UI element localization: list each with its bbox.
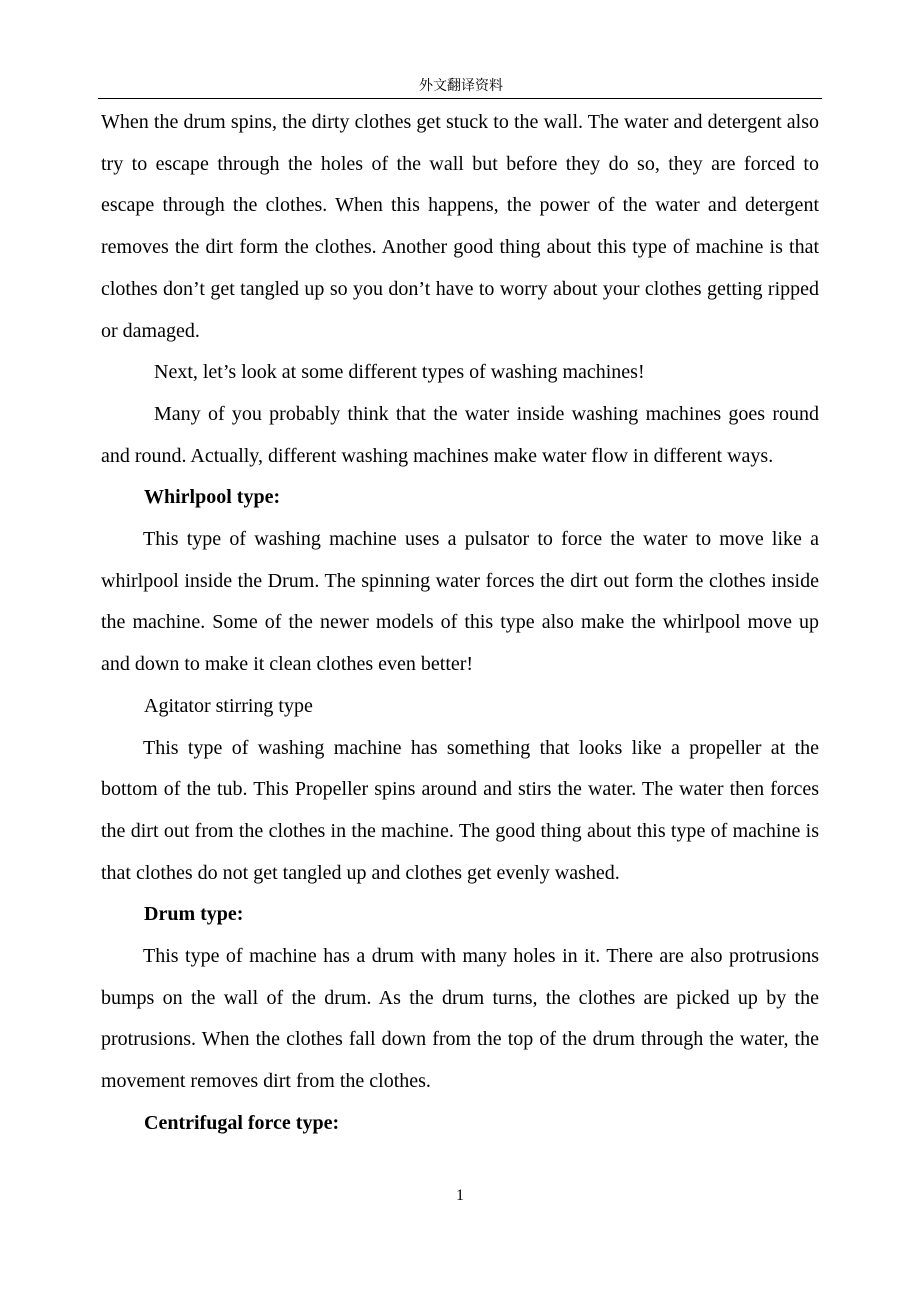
document-body <box>101 102 819 1145</box>
heading-agitator-type: Agitator stirring type <box>144 694 313 717</box>
header-rule <box>98 98 822 99</box>
heading-drum-type: Drum type: <box>144 903 244 926</box>
paragraph-drum: This type of machine has a drum with many holes in it. There are also protrusions bumps on the wall of the drum. As the drum turns, the clothes are picked up by the protrusions. When the clothes fall down from the top of the drum through the water, the movement removes dirt from the clothes. <box>101 945 819 1093</box>
page-header: 外文翻译资料 <box>419 78 503 94</box>
paragraph-whirlpool: This type of washing machine uses a pulsator to force the water to move like a whirlpool inside the Drum. The spinning water forces the dirt out form the clothes inside the machine. Some of the newer models of this type also make the whirlpool move up and down to make it clean clothes even better! <box>101 528 819 676</box>
paragraph-drum-spin: When the drum spins, the dirty clothes get stuck to the wall. The water and detergent also try to escape through the holes of the wall but before they do so, they are forced to escape through the clothes. When this happens, the power of the water and detergent removes the dirt form the clothes. Another good thing about this type of machine is that clothes don’t get tangled up so you don’t have to worry about your clothes getting ripped or damaged. <box>101 111 819 342</box>
paragraph-agitator: This type of washing machine has something that looks like a propeller at the bottom of the tub. This Propeller spins around and stirs the water. The water then forces the dirt out from the clothes in the machine. The good thing about this type of machine is that clothes do not get tangled up and clothes get evenly washed. <box>101 736 819 884</box>
paragraph-next-types: Next, let’s look at some different types of washing machines! <box>154 361 645 384</box>
heading-whirlpool-type: Whirlpool type: <box>144 486 281 509</box>
paragraph-water-flow: Many of you probably think that the water inside washing machines goes round and round. Actually, different washing machines make water flow in different ways. <box>101 402 819 467</box>
heading-centrifugal-type: Centrifugal force type: <box>144 1111 340 1134</box>
page-number: 1 <box>456 1187 464 1204</box>
